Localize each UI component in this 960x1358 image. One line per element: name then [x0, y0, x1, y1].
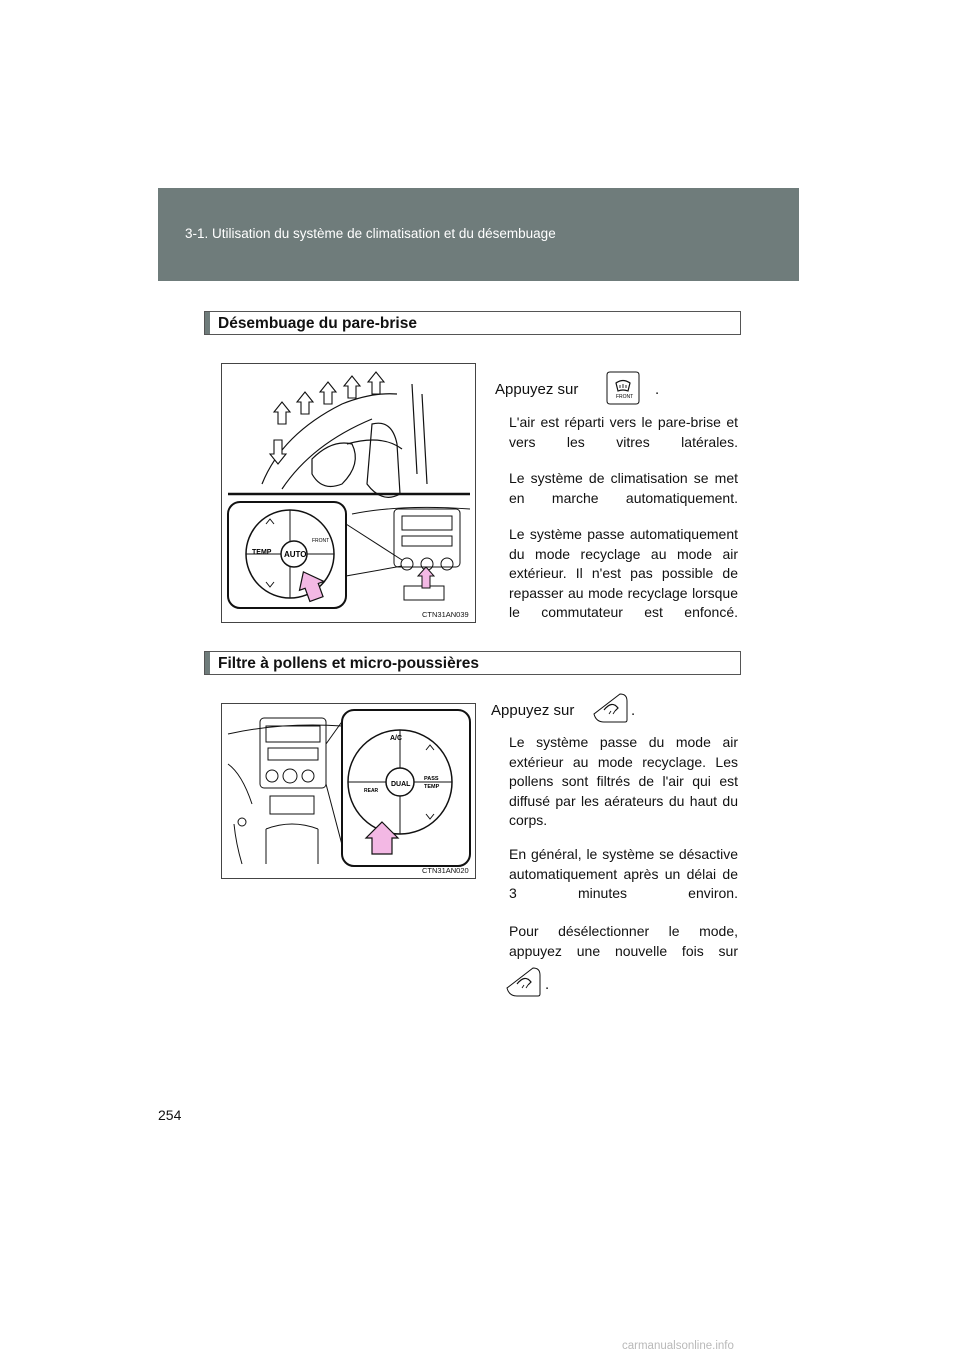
section-title-bar	[205, 312, 210, 334]
section-title-text: Désembuage du pare-brise	[218, 315, 417, 332]
section-title-bar	[205, 652, 210, 674]
panel-auto-label: AUTO	[284, 550, 307, 559]
chapter-header	[158, 188, 799, 281]
step-press-front: Appuyez sur	[495, 381, 579, 398]
para-ac-on: Le système de climatisation se met en marche automatiquement.	[509, 470, 738, 506]
recirculation-button-icon	[592, 692, 630, 724]
para-recirc-mode: Le système passe du mode air extérieur au mode recyclage. Les pollens sont filtrés de l'air qui est diffusé par les aérateurs du haut du corps.	[509, 734, 738, 828]
figure-code: CTN31AN020	[422, 866, 469, 875]
section-title-pollen	[204, 651, 741, 675]
panel-rear-label: REAR	[364, 788, 379, 794]
step-press-recirc: Appuyez sur	[491, 702, 575, 719]
airflow-arrows	[270, 372, 384, 464]
panel-pass-label: PASS	[424, 776, 439, 782]
section-title-text: Filtre à pollens et micro-poussières	[218, 655, 479, 672]
para-recirculation: Le système passe automatiquement du mode recyclage au mode air extérieur. Il n'est pas possible de repasser au mode recyclage lorsque le commutateur est enfoncé.	[509, 526, 738, 620]
panel-front-label: FRONT	[312, 538, 330, 544]
step-end-dot: .	[631, 702, 636, 719]
panel-temp-label: TEMP	[252, 549, 272, 556]
panel-dual-label: DUAL	[391, 781, 411, 788]
recirculation-button-icon	[505, 966, 543, 998]
deselect-end-dot: .	[545, 976, 550, 993]
chapter-title: 3-1. Utilisation du système de climatisation et du désembuage	[185, 226, 556, 241]
figure-defog-illustration	[221, 363, 476, 623]
panel-ac-label: A/C	[390, 735, 403, 742]
watermark: carmanualsonline.info	[622, 1340, 734, 1352]
figure-code: CTN31AN039	[422, 610, 469, 619]
para-deselect: Pour désélectionner le mode, appuyez une nouvelle fois sur	[509, 923, 738, 959]
para-air-distribution: L'air est réparti vers le pare-brise et vers les vitres latérales.	[509, 414, 738, 450]
defog-illustration	[222, 364, 475, 622]
pollen-illustration	[222, 704, 475, 878]
svg-text:FRONT: FRONT	[616, 394, 634, 400]
section-title-defog	[204, 311, 741, 335]
panel-temp-label: TEMP	[424, 784, 440, 790]
para-auto-off: En général, le système se désactive automatiquement après un délai de 3 minutes environ.	[509, 846, 738, 901]
page-number: 254	[158, 1107, 182, 1123]
front-defrost-button-icon	[604, 369, 642, 407]
step-end-dot: .	[655, 381, 660, 398]
figure-pollen-illustration	[221, 703, 476, 879]
